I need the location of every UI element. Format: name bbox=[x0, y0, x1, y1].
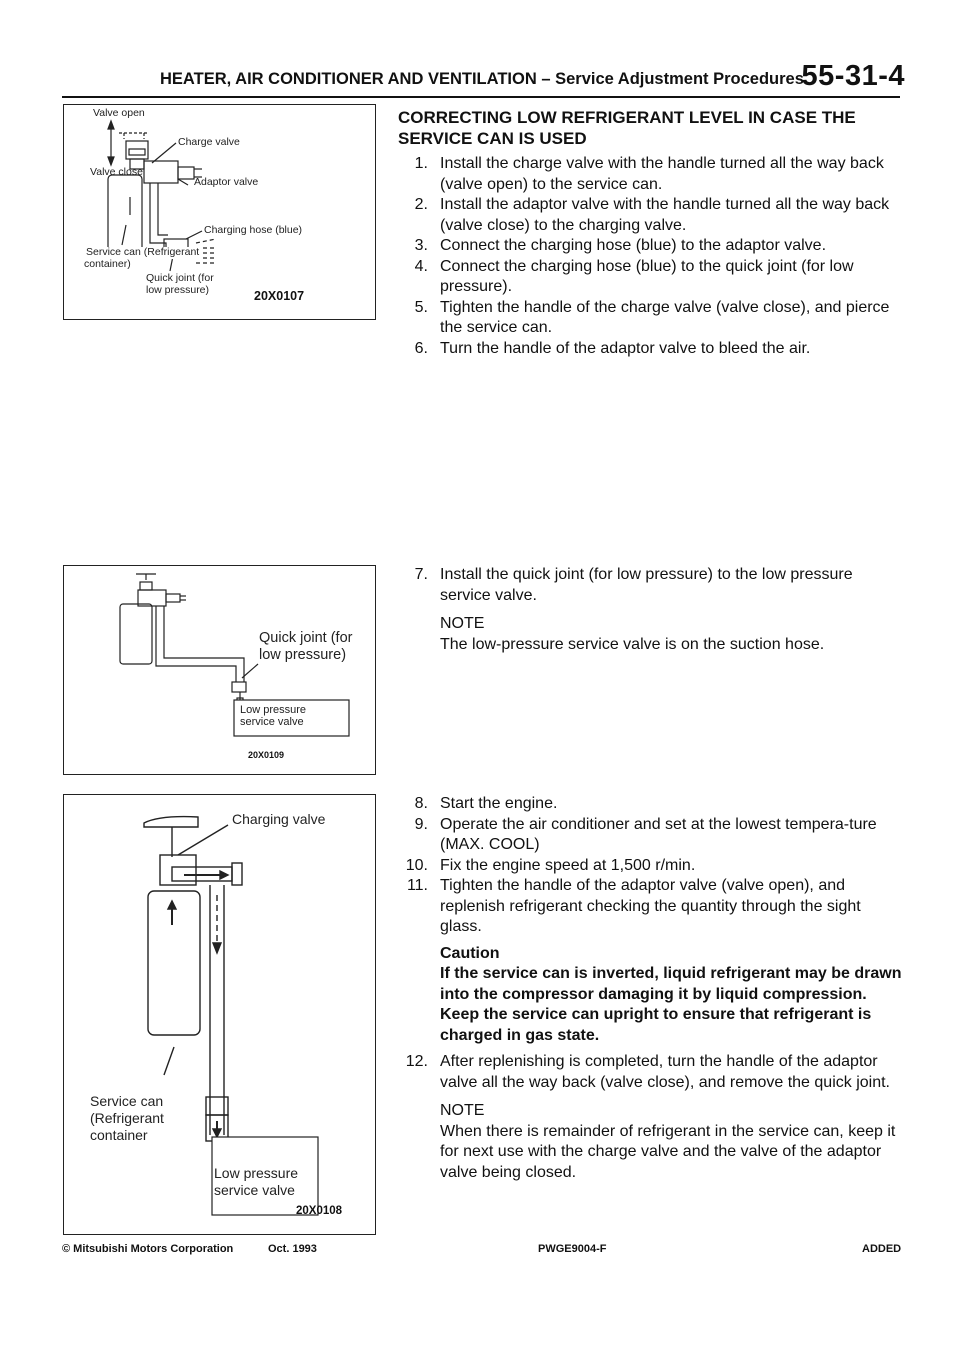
section-steps-8-12 bbox=[398, 794, 903, 1183]
note-heading: NOTE bbox=[440, 1102, 485, 1119]
quick-joint-label-2: low pressure) bbox=[259, 647, 347, 663]
quick-joint-label-1: Quick joint (for bbox=[146, 272, 214, 284]
header-rule bbox=[62, 96, 900, 98]
list-item: 7. Install the quick joint (for low pressure) to the low pressure service valve. NOTE The low-pressure service valve is on the suction hose. bbox=[398, 565, 903, 655]
note-heading: NOTE bbox=[440, 615, 485, 632]
figure-charging-setup bbox=[63, 794, 376, 1235]
header-title: HEATER, AIR CONDITIONER AND VENTILATION – Service Adjustment Procedures bbox=[160, 70, 804, 88]
figure-service-can-setup bbox=[63, 104, 376, 320]
list-item: 10. Fix the engine speed at 1,500 r/min. bbox=[405, 856, 696, 874]
list-item: 6. Turn the handle of the adaptor valve to bleed the air. bbox=[414, 339, 811, 357]
quick-joint-label-1: Quick joint (for bbox=[259, 630, 353, 646]
list-item: 3. Connect the charging hose (blue) to the adaptor valve. bbox=[414, 237, 827, 254]
note-text: When there is remainder of refrigerant in the service can, keep it for next use with the charge valve and the valve of the adaptor valve being closed. bbox=[440, 1122, 896, 1181]
adaptor-valve-label: Adaptor valve bbox=[194, 176, 259, 188]
page-number: 55-31-4 bbox=[801, 60, 905, 92]
footer-status: ADDED bbox=[862, 1243, 902, 1255]
list-item: 8. Start the engine. bbox=[414, 795, 558, 812]
list-item: 4. Connect the charging hose (blue) to the quick joint (for low pressure). bbox=[414, 257, 854, 295]
lp-valve-label-2: service valve bbox=[240, 716, 304, 728]
caution-text: If the service can is inverted, liquid refrigerant may be drawn into the compressor damaging it by liquid compression. Keep the service can upright to ensure that refrigerant is charged in gas state. bbox=[440, 965, 902, 1044]
list-item: 11. Tighten the handle of the adaptor valve (valve open), and replenish refrigerant checking the quantity through the sight glass. Caution If the service can is inverted, liquid refrigerant may be drawn into the compressor damaging it by liquid compression. Keep the service can upright to ensure that refrigerant is charged in gas state. bbox=[398, 876, 903, 1046]
note-text: The low-pressure service valve is on the suction hose. bbox=[440, 635, 825, 653]
section-step-7 bbox=[398, 565, 903, 655]
service-can-label-1: Service can (Refrigerant bbox=[86, 246, 200, 258]
lp-valve-label-2: service valve bbox=[214, 1182, 295, 1198]
footer-date: Oct. 1993 bbox=[268, 1243, 317, 1255]
figure-code: 20X0108 bbox=[296, 1205, 343, 1217]
section-a bbox=[398, 107, 903, 359]
service-can-label-1: Service can bbox=[90, 1093, 164, 1109]
charging-valve-label: Charging valve bbox=[232, 811, 326, 827]
lp-valve-label-1: Low pressure bbox=[240, 704, 307, 716]
valve-open-label: Valve open bbox=[93, 107, 145, 119]
figure-code: 20X0109 bbox=[248, 750, 285, 760]
caution-heading: Caution bbox=[440, 944, 500, 962]
quick-joint-diagram bbox=[64, 566, 375, 774]
valve-close-label: Valve close bbox=[90, 166, 143, 178]
list-item: 9. Operate the air conditioner and set at the lowest tempera-ture (MAX. COOL) bbox=[414, 815, 877, 853]
charging-hose-label: Charging hose (blue) bbox=[204, 224, 303, 236]
service-can-label-2: container) bbox=[84, 258, 131, 270]
steps-list-a bbox=[398, 154, 903, 359]
quick-joint-label-2: low pressure) bbox=[146, 284, 210, 296]
list-item: 1. Install the charge valve with the handle turned all the way back (valve open) to the service can. bbox=[414, 155, 884, 193]
footer-copyright: © Mitsubishi Motors Corporation bbox=[62, 1243, 234, 1255]
section-title: CORRECTING LOW REFRIGERANT LEVEL IN CASE THE SERVICE CAN IS USED bbox=[398, 108, 856, 148]
footer-code: PWGE9004-F bbox=[538, 1243, 607, 1255]
service-can-label-2: (Refrigerant bbox=[90, 1110, 164, 1126]
charge-valve-label: Charge valve bbox=[178, 136, 240, 148]
list-item: 5. Tighten the handle of the charge valve (valve close), and pierce the service can. bbox=[414, 298, 890, 336]
figure-code: 20X0107 bbox=[254, 289, 305, 303]
figure-quick-joint-install bbox=[63, 565, 376, 775]
list-item: 12. After replenishing is completed, turn the handle of the adaptor valve all the way back (valve close), and remove the quick joint. NOTE When there is remainder of refrigerant in the service can, keep it for next use with the charge valve and the valve of the adaptor valve being closed. bbox=[398, 1052, 903, 1183]
lp-valve-label-1: Low pressure bbox=[214, 1165, 299, 1181]
service-can-label-3: container bbox=[90, 1127, 148, 1143]
list-item: 2. Install the adaptor valve with the handle turned all the way back (valve close) to the charging valve. bbox=[414, 196, 890, 234]
